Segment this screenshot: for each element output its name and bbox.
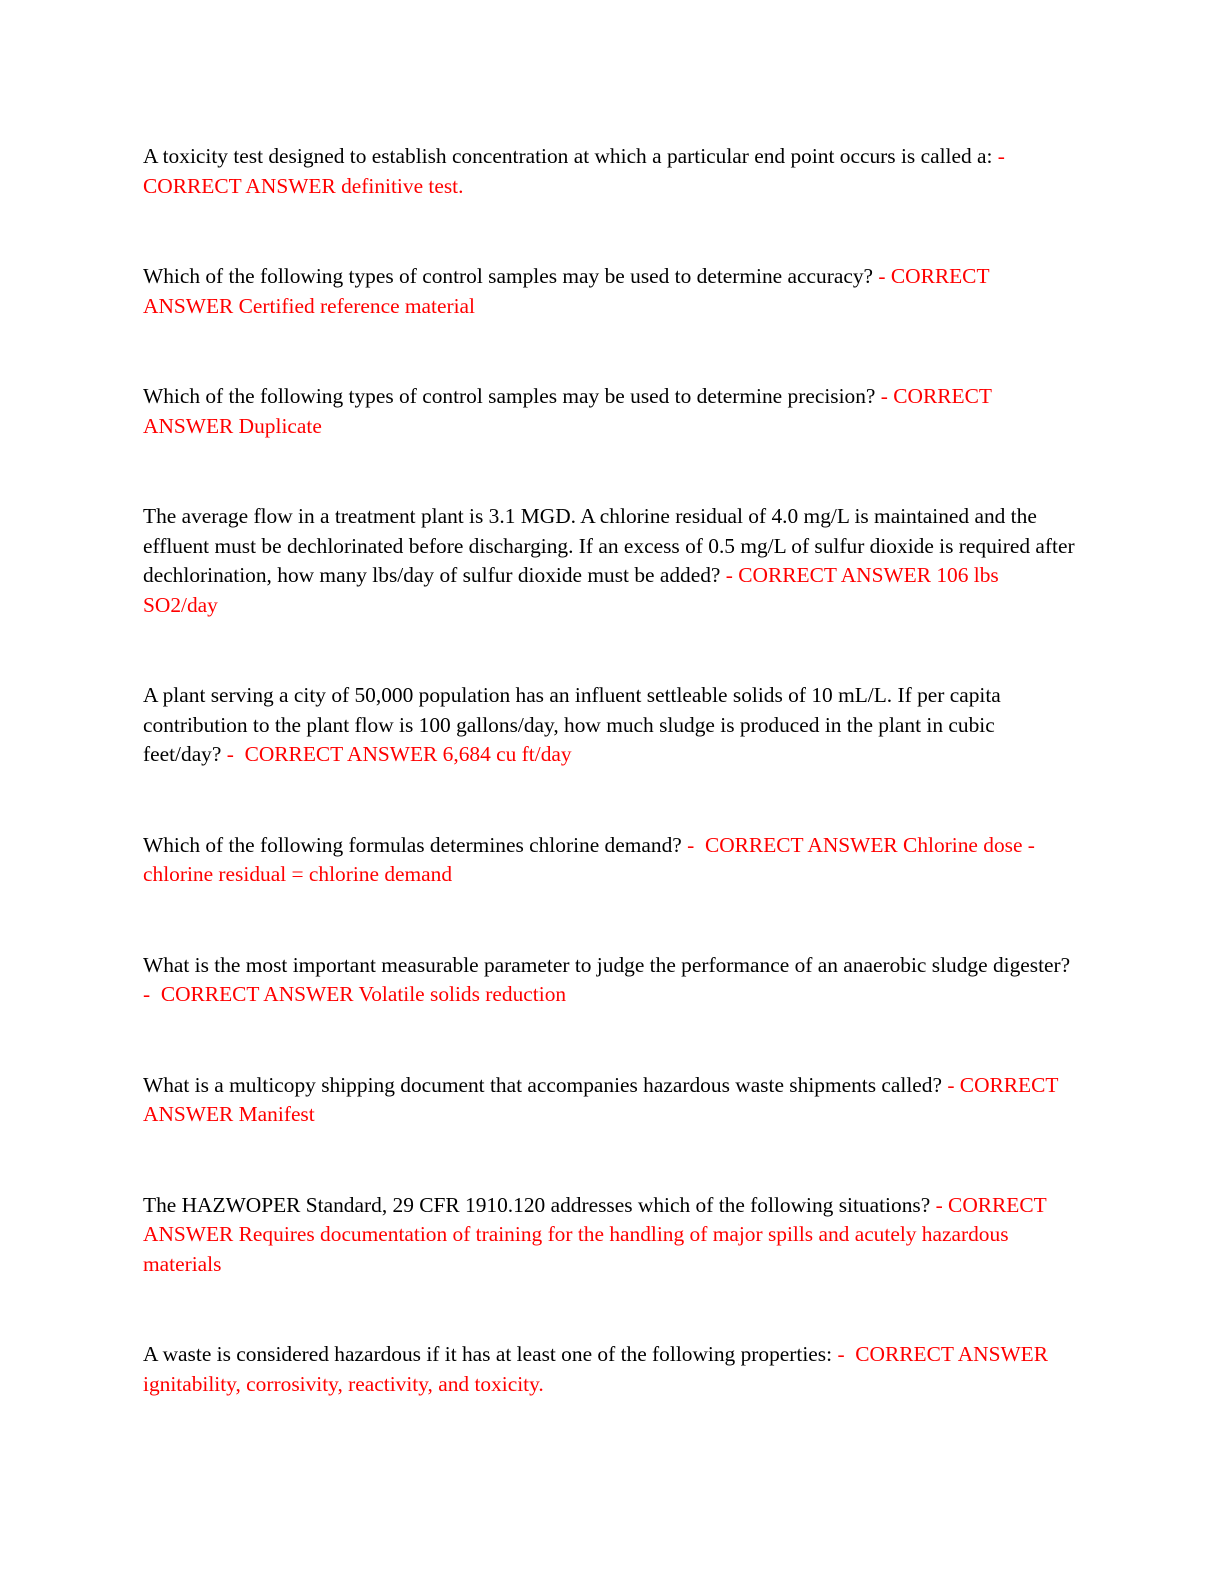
question-text: What is a multicopy shipping document that accompanies hazardous waste shipments called? <box>143 1072 942 1097</box>
question-text: Which of the following formulas determines chlorine demand? <box>143 832 682 857</box>
question-text: Which of the following types of control samples may be used to determine accuracy? <box>143 263 874 288</box>
qa-item <box>143 1071 1078 1130</box>
answer-separator: - <box>947 1072 955 1097</box>
question-text: A toxicity test designed to establish concentration at which a particular end point occurs is called a: <box>143 144 993 168</box>
answer-separator: - <box>725 563 733 588</box>
qa-item <box>143 142 1078 201</box>
answer-separator: - <box>880 383 888 408</box>
answer-text: CORRECT ANSWER Volatile solids reduction <box>160 982 567 1007</box>
qa-item <box>143 382 1078 441</box>
answer-separator: - <box>143 982 151 1007</box>
answer-separator: - <box>226 742 234 767</box>
qa-list <box>143 142 1078 1399</box>
answer-separator: - <box>935 1192 943 1217</box>
answer-text: CORRECT ANSWER Duplicate <box>143 383 992 438</box>
answer-text: CORRECT ANSWER Manifest <box>143 1072 1059 1127</box>
question-text: The HAZWOPER Standard, 29 CFR 1910.120 addresses which of the following situations? <box>143 1192 931 1217</box>
answer-separator: - <box>878 263 886 288</box>
qa-item <box>143 262 1078 321</box>
qa-item <box>143 502 1078 620</box>
question-text: A waste is considered hazardous if it has at least one of the following properties: <box>143 1342 833 1367</box>
answer-text: CORRECT ANSWER ignitability, corrosivity, reactivity, and toxicity. <box>143 1342 1049 1396</box>
answer-separator: - <box>997 144 1005 168</box>
qa-item <box>143 1191 1078 1280</box>
answer-text: CORRECT ANSWER Certified reference material <box>143 263 990 318</box>
answer-text: CORRECT ANSWER Requires documentation of training for the handling of major spills and acutely hazardous materials <box>143 1192 1047 1276</box>
qa-item <box>143 681 1078 770</box>
question-text: The average flow in a treatment plant is 3.1 MGD. A chlorine residual of 4.0 mg/L is maintained and the effluent must be dechlorinated before discharging. If an excess of 0.5 mg/L of sulfur dioxide is required after dechlorination, how many lbs/day of sulfur dioxide must be added? <box>143 503 1075 588</box>
answer-text: CORRECT ANSWER 106 lbs SO2/day <box>143 563 999 617</box>
qa-item <box>143 831 1078 890</box>
answer-separator: - <box>687 832 695 857</box>
qa-item <box>143 951 1078 1010</box>
question-text: Which of the following types of control samples may be used to determine precision? <box>143 383 876 408</box>
question-text: A plant serving a city of 50,000 population has an influent settleable solids of 10 mL/L. If per capita contribution to the plant flow is 100 gallons/day, how much sludge is produced in the plant in cubic feet/day? <box>143 683 1001 767</box>
answer-text: CORRECT ANSWER definitive test. <box>143 173 464 198</box>
answer-text: CORRECT ANSWER 6,684 cu ft/day <box>244 742 572 767</box>
answer-text: CORRECT ANSWER Chlorine dose - chlorine residual = chlorine demand <box>143 832 1035 887</box>
qa-item <box>143 1340 1078 1399</box>
question-text: What is the most important measurable parameter to judge the performance of an anaerobic sludge digester? <box>143 952 1071 977</box>
answer-separator: - <box>837 1342 845 1367</box>
